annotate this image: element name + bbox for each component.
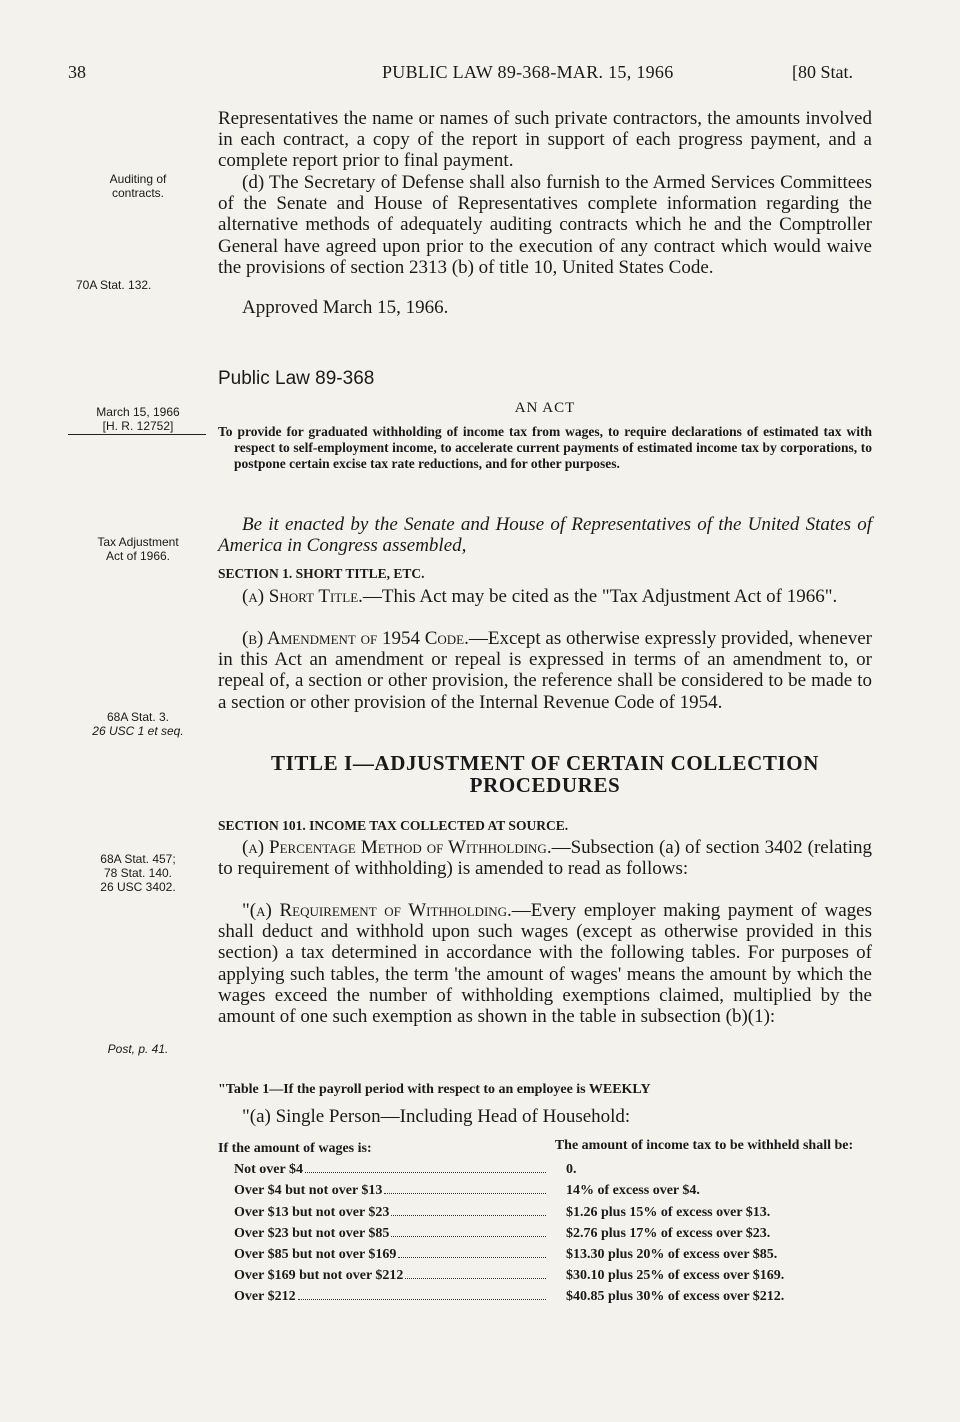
tax-table-tax-cell: $2.76 plus 17% of excess over $23. — [566, 1225, 771, 1241]
margin-note-line: 26 USC 1 et seq. — [92, 724, 184, 738]
wages-bracket: Over $23 but not over $85 — [234, 1225, 390, 1241]
tax-table-container — [218, 1138, 872, 1308]
requirement-of-withholding — [218, 900, 872, 1027]
tax-table-tax-cell: 14% of excess over $4. — [566, 1183, 700, 1199]
section-1b — [218, 628, 872, 713]
tax-table-tax-cell: $13.30 plus 20% of excess over $85. — [566, 1247, 778, 1263]
public-law-title: Public Law 89-368 — [218, 368, 375, 389]
tax-table-wages-cell — [218, 1223, 566, 1244]
tax-table-wages-cell — [218, 1180, 566, 1201]
tax-table-row — [218, 1159, 872, 1180]
leader-dots — [391, 1205, 546, 1216]
tax-table-tax-cell: 0. — [566, 1162, 577, 1178]
margin-note-line: Act of 1966. — [105, 549, 171, 563]
margin-note-70a: 70A Stat. 132. — [76, 278, 152, 292]
margin-note-line: 68A Stat. 457; — [100, 852, 176, 866]
section-101a — [218, 837, 872, 879]
margin-note-line: contracts. — [111, 186, 165, 200]
margin-note-line: Auditing of — [109, 172, 167, 186]
section-101a-text: —Subsection (a) of section 3402 (relating to requirement of withholding) is amended to read as follows: — [218, 837, 873, 880]
margin-note-line: 26 USC 3402. — [100, 880, 176, 894]
section-1a-text: —This Act may be cited as the "Tax Adjustment Act of 1966". — [362, 586, 838, 607]
tax-table-row — [218, 1202, 872, 1223]
tax-table-col2-header: The amount of income tax to be withheld shall be: — [554, 1138, 854, 1153]
tax-table-body — [218, 1159, 872, 1307]
leader-dots — [391, 1226, 546, 1237]
tax-table-header — [218, 1138, 872, 1159]
tax-table-tax-cell: $40.85 plus 30% of excess over $212. — [566, 1289, 785, 1305]
margin-note-line: 78 Stat. 140. — [103, 866, 173, 880]
title-1-line: TITLE I—ADJUSTMENT OF CERTAIN COLLECTION — [271, 751, 819, 775]
tax-table-wages-cell — [218, 1159, 566, 1180]
approved-date: Approved March 15, 1966. — [242, 297, 449, 318]
wages-bracket: Not over $4 — [234, 1162, 303, 1178]
tax-table-tax-cell: $30.10 plus 25% of excess over $169. — [566, 1268, 785, 1284]
wages-bracket: Over $85 but not over $169 — [234, 1247, 397, 1263]
section-101a-label: (a) Percentage Method of Withholding. — [242, 837, 552, 858]
tax-table-wages-cell — [218, 1265, 566, 1286]
margin-rule — [68, 434, 206, 435]
margin-note-auditing — [68, 172, 208, 200]
section-1b-label: (b) Amendment of 1954 Code. — [242, 628, 469, 649]
page-number: 38 — [68, 62, 86, 82]
tax-table-wages-cell — [218, 1202, 566, 1223]
an-act-heading: AN ACT — [514, 400, 576, 416]
wages-bracket: Over $4 but not over $13 — [234, 1183, 383, 1199]
leader-dots — [298, 1289, 546, 1300]
margin-note-post: Post, p. 41. — [107, 1042, 169, 1056]
tax-table-tax-cell: $1.26 plus 15% of excess over $13. — [566, 1204, 771, 1220]
tax-table-row — [218, 1265, 872, 1286]
section-1b-text: —Except as otherwise expressly provided, whenever in this Act an amendment or repeal is expressed in terms of an amendment to, or repeal of, a section or other provision, the reference shall be considered to be made to a section or other provision of the Internal Revenue Code of 1954. — [218, 628, 872, 713]
wages-bracket: Over $169 but not over $212 — [234, 1268, 404, 1284]
margin-note-457 — [68, 852, 208, 894]
margin-note-line: Tax Adjustment — [97, 535, 179, 549]
paragraph-top: Representatives the name or names of such private contractors, the amounts involved in each contract, a copy of the report in support of each progress payment, and a complete report prior to final payment. — [218, 108, 872, 172]
margin-note-line: 68A Stat. 3. — [106, 710, 170, 724]
tax-table — [218, 1138, 872, 1159]
margin-note-bill-number: [H. R. 12752] — [102, 419, 174, 433]
margin-note-date — [68, 405, 208, 435]
wages-bracket: Over $212 — [234, 1289, 296, 1305]
tax-table-row — [218, 1244, 872, 1265]
single-person-heading: "(a) Single Person—Including Head of Household: — [242, 1106, 631, 1127]
leader-dots — [405, 1268, 546, 1279]
title-1-heading — [218, 752, 872, 796]
tax-table-row — [218, 1180, 872, 1201]
paragraph-d: (d) The Secretary of Defense shall also furnish to the Armed Services Committees of the Senate and House of Representatives complete information regarding the alternative methods of adequately auditing contracts which he and the Comptroller General have agreed upon prior to the execution of any contract which would waive the provisions of section 2313 (b) of title 10, United States Code. — [218, 172, 872, 278]
leader-dots — [305, 1162, 546, 1173]
margin-note-68a — [68, 710, 208, 738]
section-1a-label: (a) Short Title. — [242, 586, 363, 607]
tax-table-row — [218, 1286, 872, 1307]
statute-reference: [80 Stat. — [792, 62, 853, 82]
section-1a — [218, 586, 872, 607]
title-1-line: PROCEDURES — [469, 773, 621, 797]
enacting-clause: Be it enacted by the Senate and House of Representatives of the United States of America in Congress assembled, — [218, 514, 872, 557]
section-1-heading: SECTION 1. SHORT TITLE, ETC. — [218, 566, 425, 581]
margin-note-tax-adjustment — [68, 535, 208, 563]
wages-bracket: Over $13 but not over $23 — [234, 1204, 390, 1220]
section-101-heading: SECTION 101. INCOME TAX COLLECTED AT SOURCE. — [218, 818, 569, 833]
leader-dots — [398, 1247, 546, 1258]
requirement-label: "(a) Requirement of Withholding. — [242, 900, 512, 921]
tax-table-wages-cell — [218, 1286, 566, 1307]
tax-table-col1-header: If the amount of wages is: — [218, 1141, 372, 1156]
requirement-text: —Every employer making payment of wages shall deduct and withhold upon such wages (except as otherwise provided in this section) a tax determined in accordance with the following tables. For purposes of applying such tables, the term 'the amount of wages' means the amount by which the wages exceed the number of withholding exemptions claimed, multiplied by the amount of one such exemption as shown in the table in subsection (b)(1): — [218, 900, 872, 1028]
margin-note-line: March 15, 1966 — [96, 405, 180, 419]
leader-dots — [384, 1183, 546, 1194]
tax-table-row — [218, 1223, 872, 1244]
running-title: PUBLIC LAW 89-368-MAR. 15, 1966 — [382, 62, 674, 82]
act-purpose: To provide for graduated withholding of income tax from wages, to require declarations of estimated tax with respect to self-employment income, to accelerate current payments of estimated income tax by corporations, to postpone certain excise tax rate reductions, and for other purposes. — [218, 424, 872, 471]
tax-table-wages-cell — [218, 1244, 566, 1265]
table-1-heading: "Table 1—If the payroll period with respect to an employee is WEEKLY — [218, 1082, 651, 1097]
